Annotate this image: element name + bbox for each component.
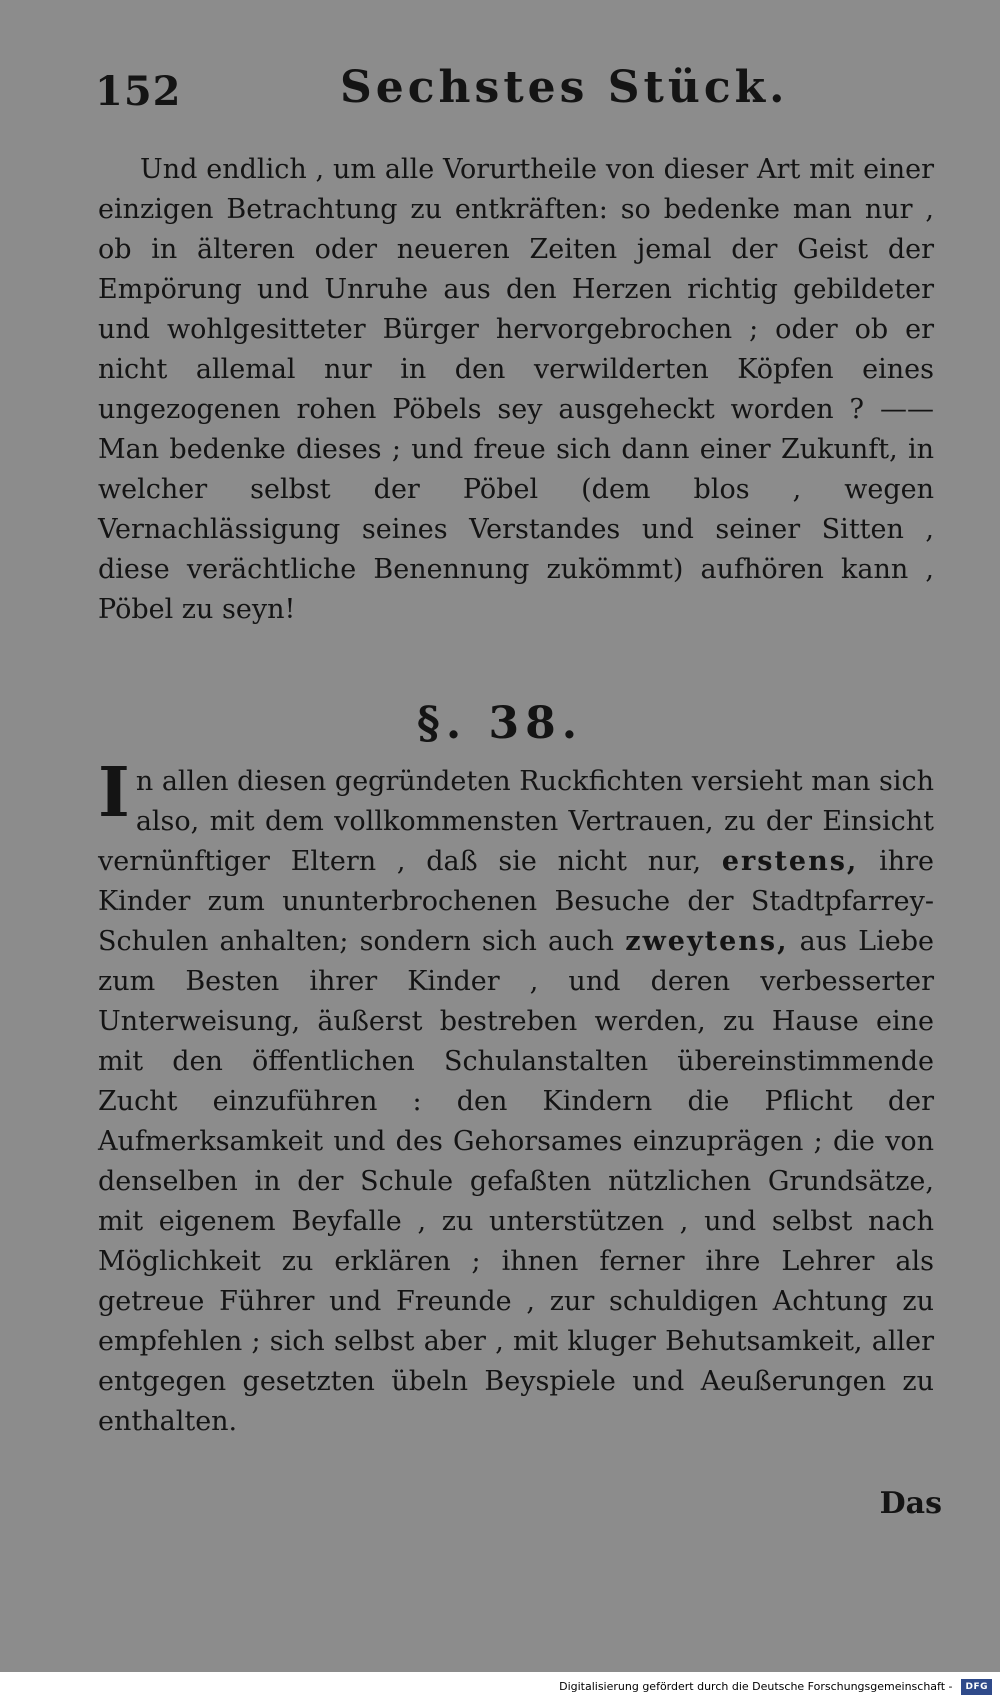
emphasis-zweytens: zweytens, bbox=[625, 926, 789, 957]
paragraph-text-part-3: aus Liebe zum Besten ihrer Kinder , und deren verbesserter Unterweisung, äußerst bestreben werden, zu Hause eine mit den öffentlichen Schulanstalten übereinstimmende Zucht einzuführen : den Kindern die Pflicht der Aufmerksamkeit und des Gehorsames einzuprägen ; die von denselben in der Schule gefaßten nützlichen Grundsätze, mit eigenem Beyfalle , zu unterstützen , und selbst nach Möglichkeit zu erklären ; ihnen ferner ihre Lehrer als getreue Führer und Freunde , zur schuldigen Achtung zu empfehlen ; sich selbst aber , mit kluger Behutsamkeit, aller entgegen gesetzten übeln Beyspiele und Aeußerungen zu enthalten. bbox=[98, 926, 934, 1437]
paragraph-text-part-2: ihre Kinder zum ununterbrochenen Besuche der Stadtpfarrey-Schulen anhalten; sondern sich auch bbox=[98, 846, 935, 957]
paragraph-closing-remarks: Und endlich , um alle Vorurtheile von dieser Art mit einer einzigen Betrachtung zu entkräften: so bedenke man nur , ob in älteren oder neueren Zeiten jemal der Geist der Empörung und Unruhe aus den Herzen richtig gebildeter und wohlgesitteter Bürger hervorgebrochen ; oder ob er nicht allemal nur in den verwilderten Köpfen eines ungezogenen rohen Pöbels sey ausgeheckt worden ? —— Man bedenke dieses ; und freue sich dann einer Zukunft, in welcher selbst der Pöbel (dem blos , wegen Vernachlässigung seines Verstandes und seiner Sitten , diese verächtliche Benennung zukömmt) aufhören kann , Pöbel zu seyn! bbox=[98, 154, 934, 625]
drop-capital: I bbox=[98, 753, 130, 833]
running-title: Sechstes Stück. bbox=[340, 62, 789, 113]
digitization-footer bbox=[554, 1676, 992, 1698]
paragraph-section-38 bbox=[98, 753, 935, 1442]
dfg-logo-icon: DFG bbox=[961, 1679, 992, 1695]
section-heading: §. 38. bbox=[416, 698, 584, 749]
page-number: 152 bbox=[95, 68, 182, 115]
footer-credit-text: Digitalisierung gefördert durch die Deutsche Forschungsgemeinschaft - bbox=[554, 1678, 957, 1696]
page-header bbox=[95, 58, 945, 118]
paragraph-text-part-1: n allen diesen gegründeten Ruckfichten versieht man sich also, mit dem vollkommensten Vertrauen, zu der Einsicht vernünftiger Eltern , daß sie nicht nur, bbox=[98, 766, 934, 877]
emphasis-erstens: erstens, bbox=[721, 846, 859, 877]
catchword: Das bbox=[879, 1486, 942, 1521]
